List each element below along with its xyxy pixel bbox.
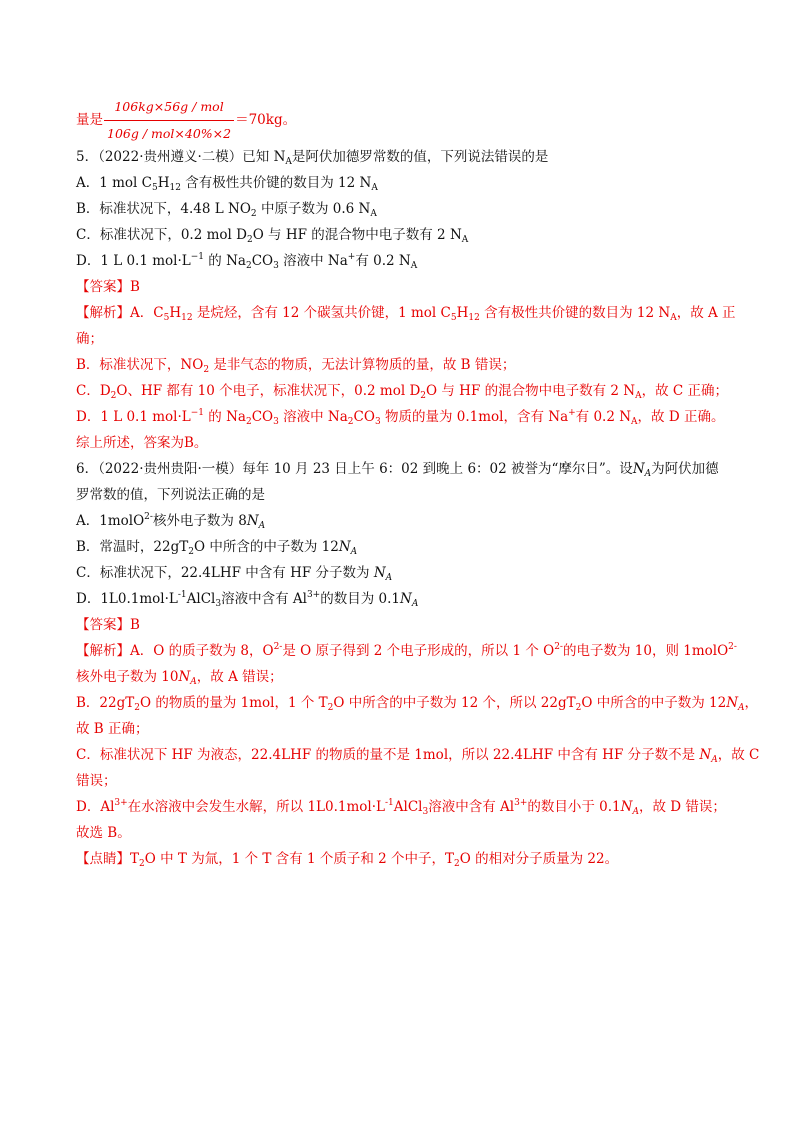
q5-summary: 综上所述，答案为B。 xyxy=(76,435,208,451)
q6-stem-1: 6．（2022·贵州贵阳·一模）每年 10 月 23 日上午 6：02 到晚上 6：02 被誉为“摩尔日”。设$N_A$为阿伏加德 xyxy=(76,461,719,479)
q5-answer: 【答案】B xyxy=(76,279,140,295)
calc-prefix: 量是 xyxy=(76,112,103,128)
q6-option-b: B．常温时，$22gT_2O$ 中所含的中子数为 $12N_A$ xyxy=(76,539,358,557)
q5-option-b: B．标准状况下，4.48 L $NO_2$ 中原子数为 0.6 $N_A$ xyxy=(76,201,377,219)
fraction xyxy=(104,96,234,145)
q5-option-d: D．1 L 0.1 $mol\cdot L^{-1}$ 的 $Na_2CO_3$ 溶液中 Na+有 0.2 $N_A$ xyxy=(76,252,418,271)
q6-analysis-1: 【解析】A．O 的质子数为 8，$O^{2-}$是 O 原子得到 2 个电子形成的，所以 1 个 $O^{2-}$的电子数为 10，则 1molO$^{2-}$ xyxy=(76,642,737,659)
q6-analysis-6: 错误； xyxy=(76,773,117,789)
fraction-denominator: 106g / mol×40%×2 xyxy=(104,120,234,145)
q5-analysis-3: B．标准状况下，$NO_2$ 是非气态的物质，无法计算物质的量，故 B 错误； xyxy=(76,357,516,375)
q5-analysis-2: 确； xyxy=(76,331,103,347)
q5-option-c: C．标准状况下，0.2 mol $D_2O$ 与 HF 的混合物中电子数有 2 $N_A$ xyxy=(76,227,469,245)
q5-option-a: A．1 mol $C_5H_{12}$ 含有极性共价键的数目为 12 $N_A$ xyxy=(76,175,378,193)
q6-answer: 【答案】B xyxy=(76,617,140,633)
top-calculation xyxy=(76,96,724,145)
q6-point: 【点睛】$T_2O$ 中 T 为氚，1 个 T 含有 1 个质子和 2 个中子，$T_2O$ 的相对分子质量为 22。 xyxy=(76,851,619,869)
q6-analysis-8: 故选 B。 xyxy=(76,825,131,841)
q6-option-a: A．1molO$^{2-}$核外电子数为 $8N_A$ xyxy=(76,512,266,531)
q5-stem: 5．（2022·贵州遵义·二模）已知 $N_A$是阿伏加德罗常数的值，下列说法错误的是 xyxy=(76,149,549,167)
q6-analysis-2: 核外电子数为 $10N_A$，故 A 错误； xyxy=(76,669,283,687)
fraction-numerator: 106kg×56g / mol xyxy=(114,99,224,114)
q5-analysis-1: 【解析】A．$C_5H_{12}$ 是烷烃，含有 12 个碳氢共价键，1 mol $C_5H_{12}$ 含有极性共价键的数目为 12 $N_A$，故 A 正 xyxy=(76,305,736,323)
q6-analysis-4: 故 B 正确； xyxy=(76,721,149,737)
q5-analysis-5: D．1 L 0.1 $mol\cdot L^{-1}$ 的 $Na_2CO_3$ 溶液中 $Na_2CO_3$ 物质的量为 0.1mol，含有 Na+有 0.2 $N_A$，故 D 正确。 xyxy=(76,408,725,427)
calc-result: ＝70kg。 xyxy=(235,112,297,128)
q6-option-d: D．$1L0.1mol\cdot L^{-1}AlCl_3$溶液中含有 $Al^{3+}$的数目为 $0.1N_A$ xyxy=(76,590,419,609)
q6-stem-2: 罗常数的值，下列说法正确的是 xyxy=(76,487,265,503)
q6-option-c: C．标准状况下，22.4LHF 中含有 HF 分子数为 $N_A$ xyxy=(76,565,393,583)
q6-analysis-5: C．标准状况下 HF 为液态，22.4LHF 的物质的量不是 1mol，所以 22.4LHF 中含有 HF 分子数不是 $N_A$，故 C xyxy=(76,747,760,765)
q5-analysis-4: C．$D_2O$、HF 都有 10 个电子，标准状况下，0.2 mol $D_2O$ 与 HF 的混合物中电子数有 2 $N_A$，故 C 正确； xyxy=(76,383,729,401)
q6-analysis-3: B．$22gT_2O$ 的物质的量为 1mol，1 个 $T_2O$ 中所含的中子数为 12 个，所以 $22gT_2O$ 中所含的中子数为 $12N_A$， xyxy=(76,695,759,713)
q6-analysis-7: D．$Al^{3+}$在水溶液中会发生水解，所以 $1L0.1mol\cdot L^{-1}AlCl_3$溶液中含有 $Al^{3+}$的数目小于 $0.1N_A$，故 D 错误； xyxy=(76,798,726,817)
